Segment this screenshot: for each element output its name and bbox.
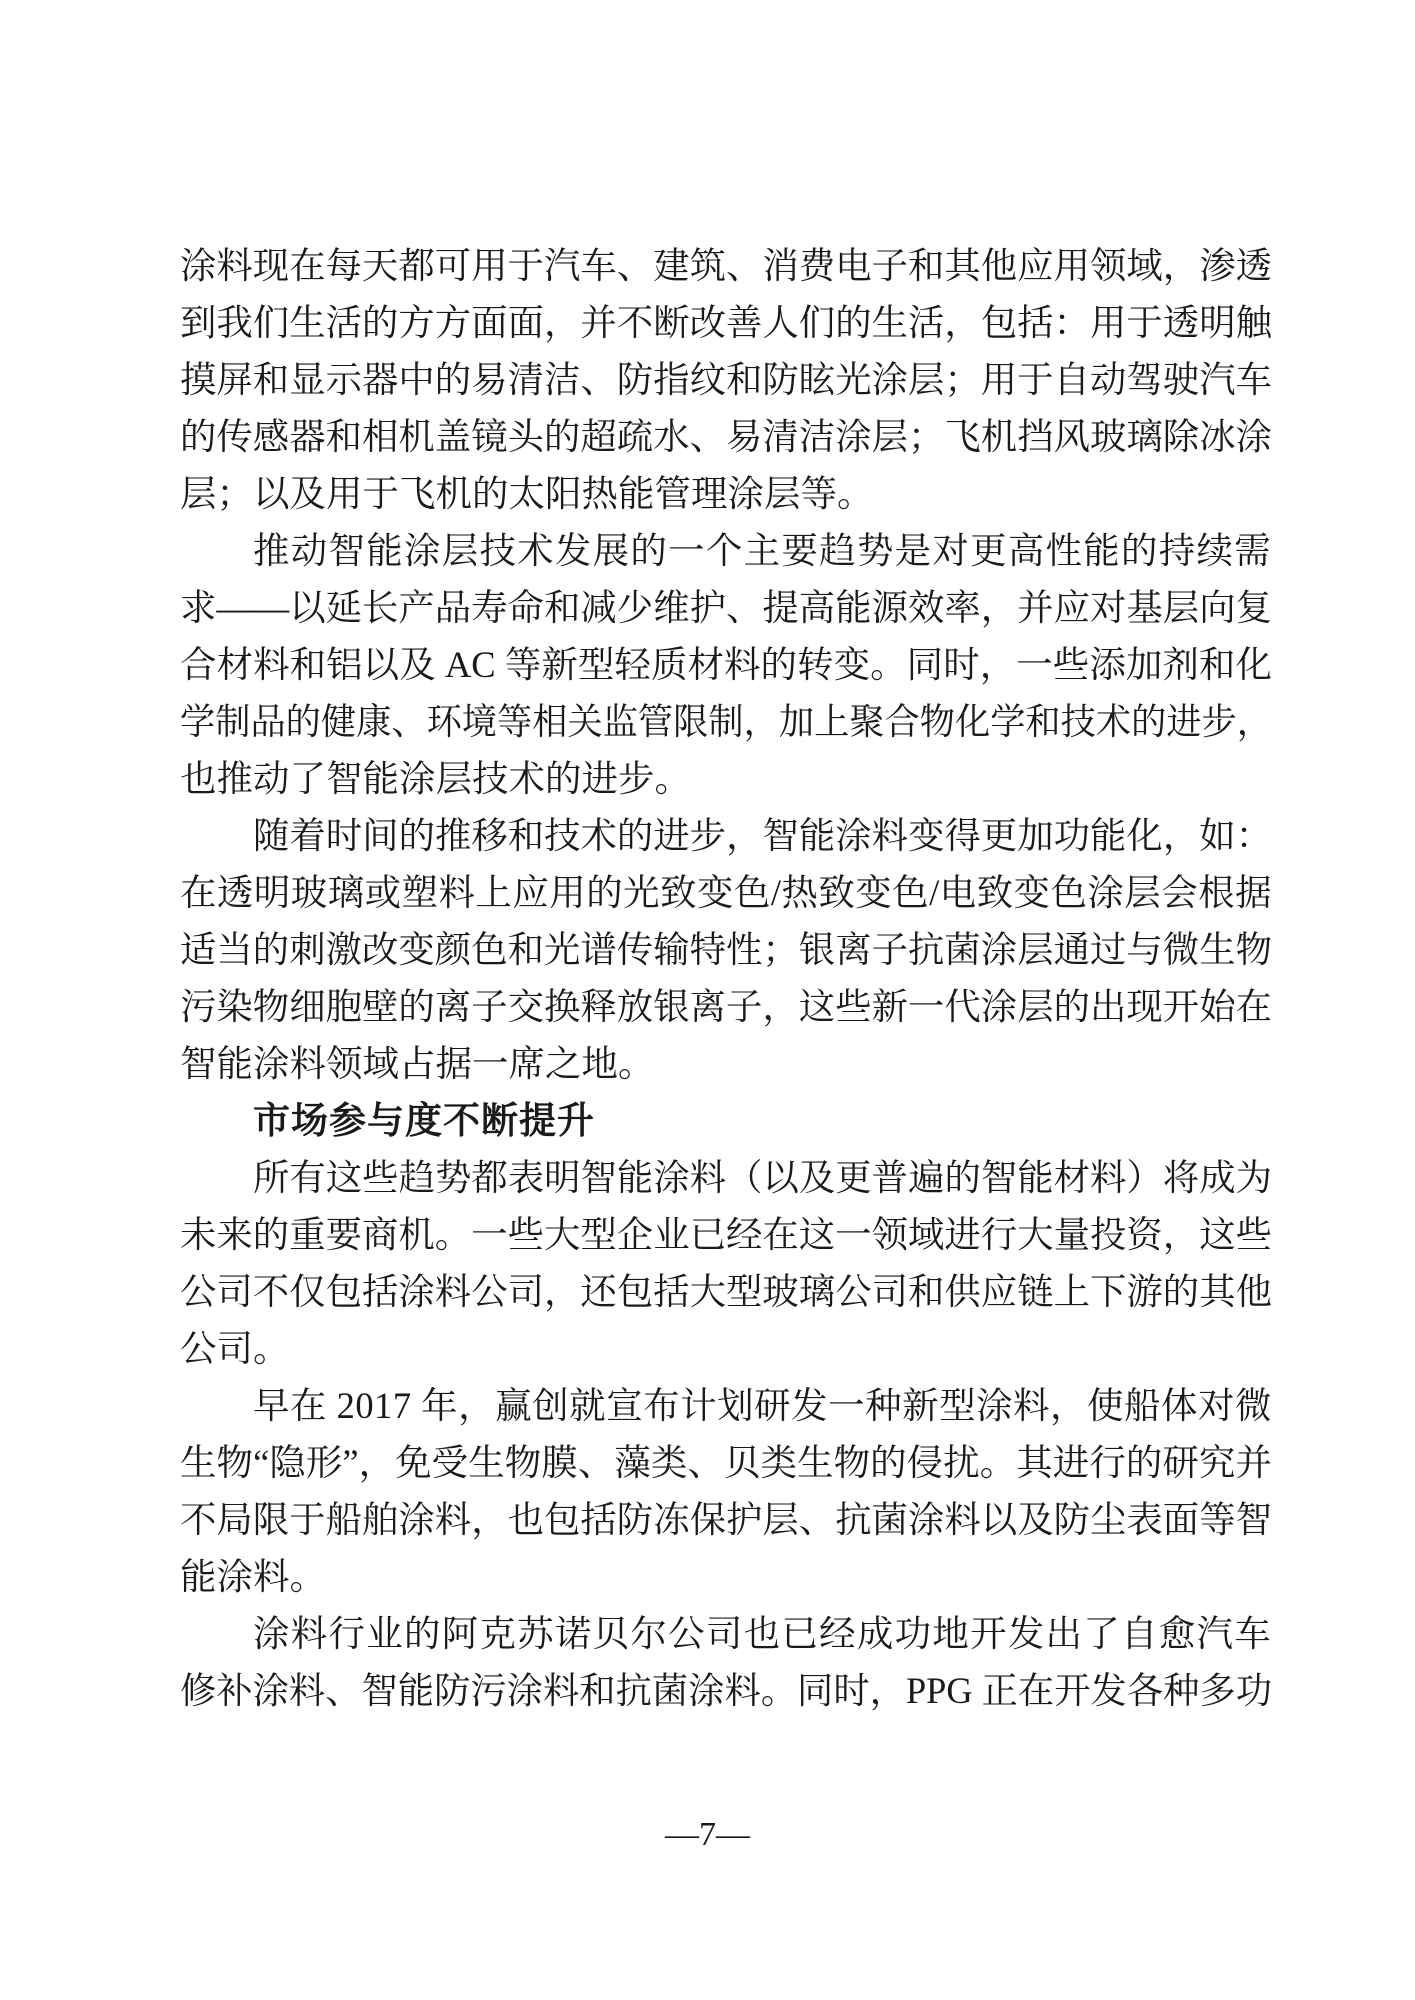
text-line-content: 也推动了智能涂层技术的进步。	[180, 758, 691, 799]
text-line-content: 在透明玻璃或塑料上应用的光致变色/热致变色/电致变色涂层会根据	[180, 872, 1272, 913]
text-line	[180, 1434, 1272, 1491]
text-line	[180, 1035, 1272, 1092]
text-line	[180, 636, 1272, 693]
text-line-content: 摸屏和显示器中的易清洁、防指纹和防眩光涂层；用于自动驾驶汽车	[180, 359, 1272, 400]
text-line-content: 公司不仅包括涂料公司，还包括大型玻璃公司和供应链上下游的其他	[180, 1271, 1272, 1312]
text-line-content: 涂料行业的阿克苏诺贝尔公司也已经成功地开发出了自愈汽车	[253, 1613, 1272, 1654]
text-line-content: 推动智能涂层技术发展的一个主要趋势是对更高性能的持续需	[253, 530, 1272, 571]
text-line	[180, 1320, 1272, 1377]
text-line	[180, 351, 1272, 408]
text-line-content: 污染物细胞壁的离子交换释放银离子，这些新一代涂层的出现开始在	[180, 986, 1272, 1027]
text-line	[180, 978, 1272, 1035]
text-line-content: 适当的刺激改变颜色和光谱传输特性；银离子抗菌涂层通过与微生物	[180, 929, 1272, 970]
text-line	[180, 294, 1272, 351]
text-line	[180, 408, 1272, 465]
text-line	[180, 1377, 1272, 1434]
text-line-content: 公司。	[180, 1328, 290, 1369]
heading-line	[180, 1092, 1272, 1149]
paragraph	[180, 1377, 1272, 1605]
text-line-content: 到我们生活的方方面面，并不断改善人们的生活，包括：用于透明触	[180, 302, 1272, 343]
text-line	[180, 921, 1272, 978]
text-line	[180, 750, 1272, 807]
text-line-content: 所有这些趋势都表明智能涂料（以及更普遍的智能材料）将成为	[253, 1157, 1272, 1198]
text-line-content: 的传感器和相机盖镜头的超疏水、易清洁涂层；飞机挡风玻璃除冰涂	[180, 416, 1272, 457]
paragraph	[180, 237, 1272, 522]
paragraph	[180, 522, 1272, 807]
text-line	[180, 864, 1272, 921]
text-line-content: 智能涂料领域占据一席之地。	[180, 1043, 655, 1084]
text-line-content: 不局限于船舶涂料，也包括防冻保护层、抗菌涂料以及防尘表面等智	[180, 1499, 1272, 1540]
text-line	[180, 1662, 1272, 1719]
text-line-content: 生物“隐形”，免受生物膜、藻类、贝类生物的侵扰。其进行的研究并	[180, 1442, 1272, 1483]
text-line	[180, 1491, 1272, 1548]
text-line-content: 学制品的健康、环境等相关监管限制，加上聚合物化学和技术的进步，	[180, 701, 1272, 742]
text-line	[180, 1149, 1272, 1206]
text-line-content: 能涂料。	[180, 1556, 326, 1597]
text-line	[180, 465, 1272, 522]
text-line	[180, 807, 1272, 864]
text-line	[180, 1206, 1272, 1263]
text-line-content: 早在 2017 年，赢创就宣布计划研发一种新型涂料，使船体对微	[253, 1385, 1272, 1426]
page-number: —7—	[665, 1816, 750, 1853]
text-line-content: 随着时间的推移和技术的进步，智能涂料变得更加功能化，如：	[253, 815, 1272, 856]
paragraph	[180, 1149, 1272, 1377]
text-line	[180, 693, 1272, 750]
text-line-content: 修补涂料、智能防污涂料和抗菌涂料。同时，PPG 正在开发各种多功	[180, 1670, 1272, 1711]
text-line-content: 未来的重要商机。一些大型企业已经在这一领域进行大量投资，这些	[180, 1214, 1272, 1255]
text-line	[180, 1605, 1272, 1662]
document-body	[180, 237, 1272, 1719]
paragraph	[180, 1605, 1272, 1719]
text-line-content: 涂料现在每天都可用于汽车、建筑、消费电子和其他应用领域，渗透	[180, 245, 1272, 286]
text-line-content: 合材料和铝以及 AC 等新型轻质材料的转变。同时，一些添加剂和化	[180, 644, 1272, 685]
section-heading	[180, 1092, 1272, 1149]
text-line	[180, 1263, 1272, 1320]
text-line-content: 求——以延长产品寿命和减少维护、提高能源效率，并应对基层向复	[180, 587, 1272, 628]
text-line-content: 市场参与度不断提升	[253, 1100, 595, 1141]
text-line	[180, 237, 1272, 294]
text-line	[180, 579, 1272, 636]
text-line	[180, 1548, 1272, 1605]
text-line	[180, 522, 1272, 579]
text-line-content: 层；以及用于飞机的太阳热能管理涂层等。	[180, 473, 874, 514]
paragraph	[180, 807, 1272, 1092]
